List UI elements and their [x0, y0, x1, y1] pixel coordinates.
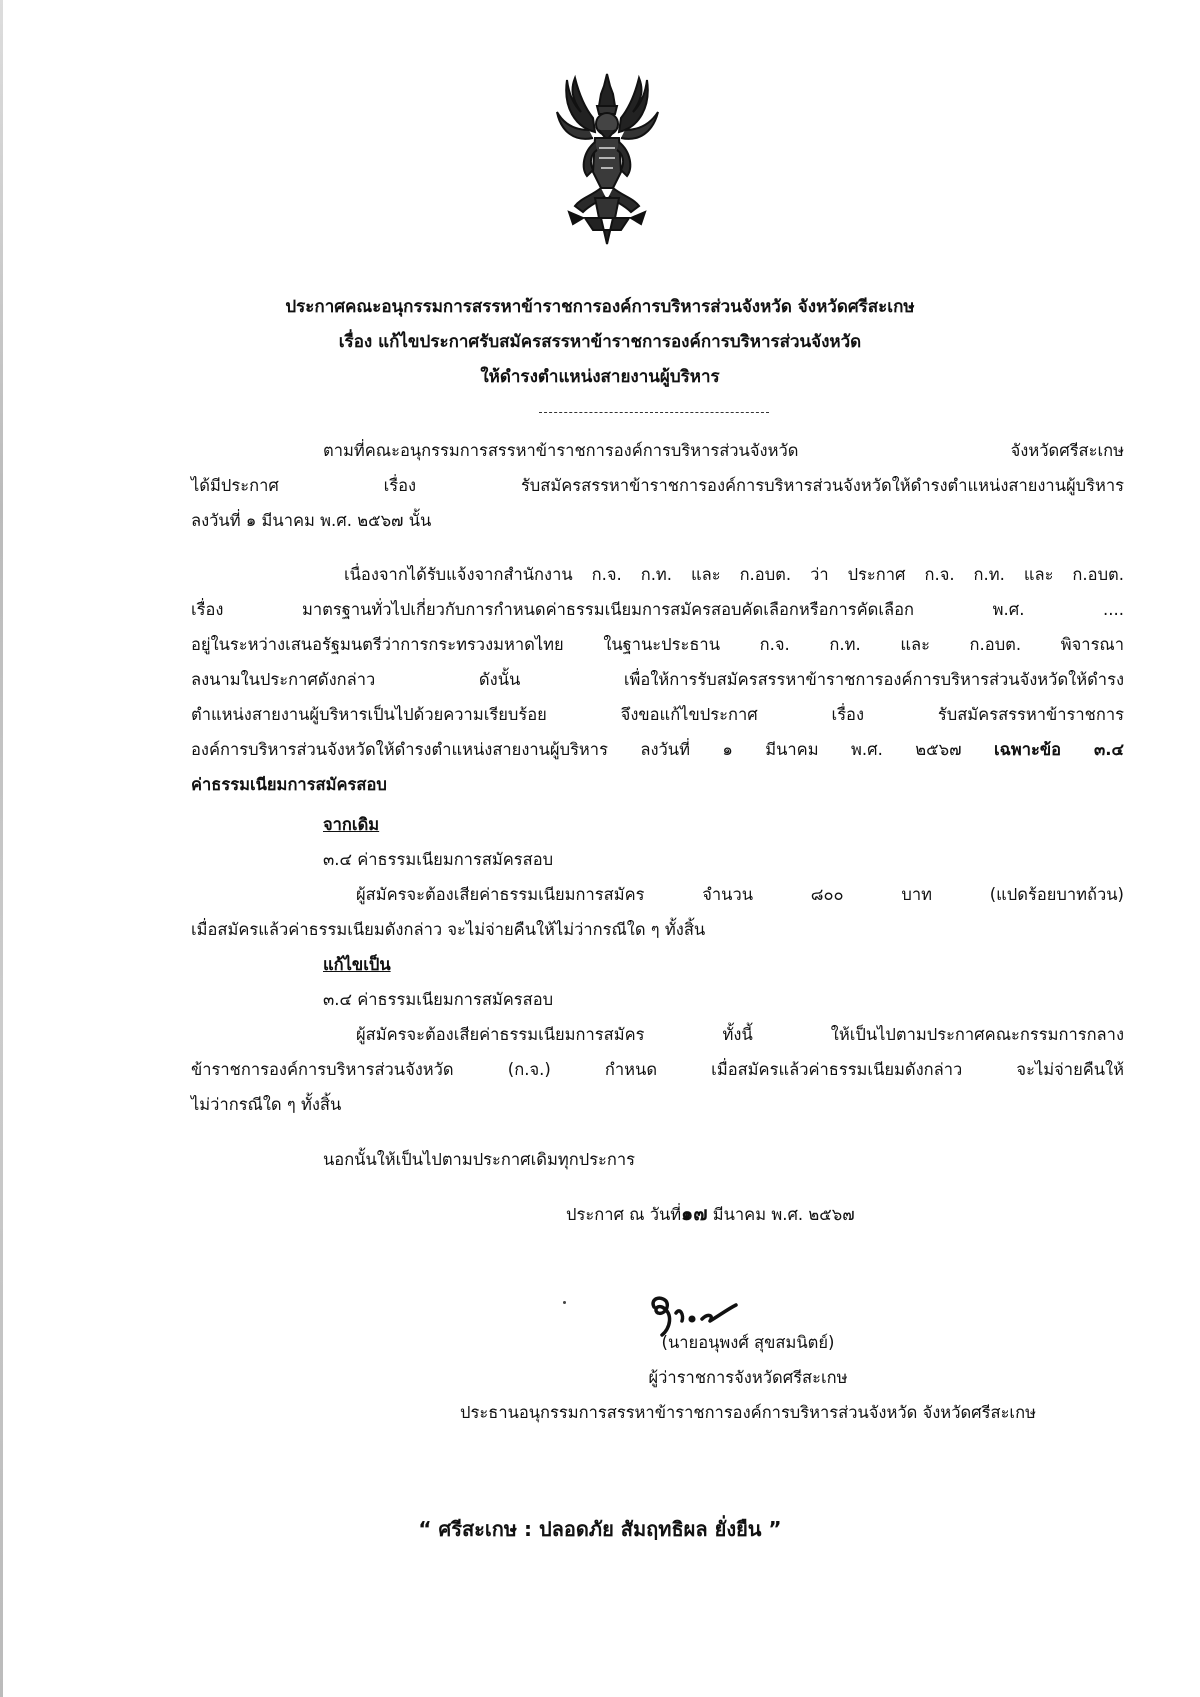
- closing-statement: นอกนั้นให้เป็นไปตามประกาศเดิมทุกประการ: [323, 1150, 636, 1169]
- signatory-position: ผู้ว่าราชการจังหวัดศรีสะเกษ: [648, 1368, 848, 1387]
- date-day: ๑๗: [681, 1203, 708, 1225]
- para2-line6-text: องค์การบริหารส่วนจังหวัดให้ดำรงตำแหน่งสายงานผู้บริหาร ลงวันที่ ๑ มีนาคม พ.ศ. ๒๕๖๗: [191, 740, 962, 759]
- province-motto: “ ศรีสะเกษ : ปลอดภัย สัมฤทธิผล ยั่งยืน ”: [418, 1517, 782, 1541]
- para1-line2: ได้มีประกาศ เรื่อง รับสมัครสรรหาข้าราชการองค์การบริหารส่วนจังหวัดให้ดำรงตำแหน่งสายงานผู้บริหาร: [191, 476, 1124, 495]
- para1-line1: ตามที่คณะอนุกรรมการสรรหาข้าราชการองค์การบริหารส่วนจังหวัด จังหวัดศรีสะเกษ: [323, 441, 1124, 460]
- para1-line3: ลงวันที่ ๑ มีนาคม พ.ศ. ๒๕๖๗ นั้น: [191, 511, 432, 530]
- amended-text-line1: ผู้สมัครจะต้องเสียค่าธรรมเนียมการสมัคร ทั้งนี้ ให้เป็นไปตามประกาศคณะกรรมการกลาง: [356, 1025, 1124, 1044]
- title-separator: [539, 412, 769, 413]
- para2-line4: ลงนามในประกาศดังกล่าว ดังนั้น เพื่อให้การรับสมัครสรรหาข้าราชการองค์การบริหารส่วนจังหวัดให้ดำรง: [191, 670, 1124, 689]
- amended-heading: แก้ไขเป็น: [323, 955, 391, 974]
- title-block: [0, 290, 1200, 395]
- signature-block: [398, 1325, 1098, 1430]
- announcement-date: [566, 1197, 855, 1232]
- amended-item: ๓.๔ ค่าธรรมเนียมการสมัครสอบ: [323, 990, 554, 1009]
- ink-dot: [563, 1301, 566, 1304]
- para2-line2: เรื่อง มาตรฐานทั่วไปเกี่ยวกับการกำหนดค่าธรรมเนียมการสมัครสอบคัดเลือกหรือการคัดเลือก พ.ศ. ....: [191, 600, 1124, 619]
- original-heading: จากเดิม: [323, 815, 380, 834]
- para2-line3: อยู่ในระหว่างเสนอรัฐมนตรีว่าการกระทรวงมหาดไทย ในฐานะประธาน ก.จ. ก.ท. และ ก.อบต. พิจารณา: [191, 635, 1124, 654]
- scan-edge: [0, 0, 3, 1697]
- garuda-emblem-icon: [555, 72, 660, 247]
- announcement-title: ประกาศคณะอนุกรรมการสรรหาข้าราชการองค์การบริหารส่วนจังหวัด จังหวัดศรีสะเกษ: [285, 297, 915, 317]
- original-text-line2: เมื่อสมัครแล้วค่าธรรมเนียมดังกล่าว จะไม่จ่ายคืนให้ไม่ว่ากรณีใด ๆ ทั้งสิ้น: [191, 920, 706, 939]
- para2-line7: ค่าธรรมเนียมการสมัครสอบ: [191, 775, 387, 794]
- amended-text-line2: ข้าราชการองค์การบริหารส่วนจังหวัด (ก.จ.) กำหนด เมื่อสมัครแล้วค่าธรรมเนียมดังกล่าว จะไม่จ่ายคืนให้: [191, 1060, 1124, 1079]
- subject-line: เรื่อง แก้ไขประกาศรับสมัครสรรหาข้าราชการองค์การบริหารส่วนจังหวัด: [338, 332, 862, 352]
- signatory-name: (นายอนุพงศ์ สุขสมนิตย์): [661, 1333, 835, 1352]
- para2-line6: [191, 732, 1124, 767]
- amended-text-line3: ไม่ว่ากรณีใด ๆ ทั้งสิ้น: [191, 1095, 342, 1114]
- original-text-line1: ผู้สมัครจะต้องเสียค่าธรรมเนียมการสมัคร จำนวน ๘๐๐ บาท (แปดร้อยบาทถ้วน): [356, 885, 1124, 904]
- subject-line-cont: ให้ดำรงตำแหน่งสายงานผู้บริหาร: [480, 367, 720, 387]
- signatory-role: ประธานอนุกรรมการสรรหาข้าราชการองค์การบริหารส่วนจังหวัด จังหวัดศรีสะเกษ: [460, 1403, 1036, 1422]
- clause-reference: เฉพาะข้อ ๓.๔: [993, 740, 1124, 759]
- para2-line1: เนื่องจากได้รับแจ้งจากสำนักงาน ก.จ. ก.ท. และ ก.อบต. ว่า ประกาศ ก.จ. ก.ท. และ ก.อบต.: [344, 565, 1124, 584]
- date-suffix: มีนาคม พ.ศ. ๒๕๖๗: [707, 1205, 855, 1224]
- para2-line5: ตำแหน่งสายงานผู้บริหารเป็นไปด้วยความเรียบร้อย จึงขอแก้ไขประกาศ เรื่อง รับสมัครสรรหาข้าราชการ: [191, 705, 1124, 724]
- original-item: ๓.๔ ค่าธรรมเนียมการสมัครสอบ: [323, 850, 554, 869]
- date-prefix: ประกาศ ณ วันที่: [566, 1205, 682, 1224]
